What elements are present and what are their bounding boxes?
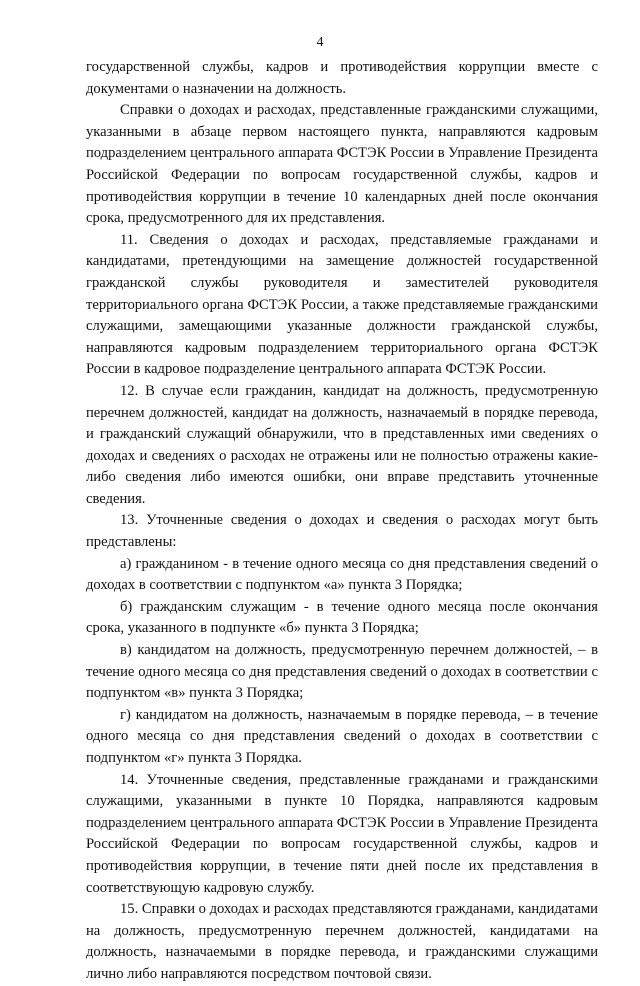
- paragraph-certificates-forwarding: Справки о доходах и расходах, представленные гражданскими служащими, указанными в абзаце первом настоящего пункта, направляются кадровым подразделением центрального аппарата ФСТЭК России в Управление Президента Российской Федерации по вопросам государственной службы, кадров и противодействия коррупции в течение 10 календарных дней после окончания срока, предусмотренного для их представления.: [86, 102, 598, 227]
- paragraph-item-13-b: б) гражданским служащим - в течение одного месяца после окончания срока, указанного в подпункте «б» пункта 3 Порядка;: [86, 598, 598, 637]
- paragraph-item-11: 11. Сведения о доходах и расходах, представляемые гражданами и кандидатами, претендующими на замещение должностей государственной гражданской службы руководителя и заместителей руководителя территориального органа ФСТЭК России, а также представляемые гражданскими служащими, замещающими указанные должности гражданской службы, направляются кадровым подразделением территориального органа ФСТЭК России в кадровое подразделение центрального аппарата ФСТЭК России.: [86, 231, 598, 378]
- paragraph-item-13-v: в) кандидатом на должность, предусмотренную перечнем должностей, – в течение одного месяца со дня представления сведений о доходах в соответствии с подпунктом «в» пункта 3 Порядка;: [86, 642, 598, 702]
- paragraph-item-15: 15. Справки о доходах и расходах представляются гражданами, кандидатами на должность, предусмотренную перечнем должностей, кандидатами на должность, назначаемыми в порядке перевода, и гражданскими служащими лично либо направляются посредством почтовой связи.: [86, 901, 598, 982]
- page-number: 4: [316, 35, 324, 50]
- document-body: [86, 57, 598, 986]
- paragraph-item-13: 13. Уточненные сведения о доходах и сведения о расходах могут быть представлены:: [86, 512, 598, 551]
- paragraph-item-12: 12. В случае если гражданин, кандидат на должность, предусмотренную перечнем должностей, кандидат на должность, назначаемый в порядке перевода, и гражданский служащий обнаружили, что в представленных ими сведениях о доходах и сведениях о расходах не отражены или не полностью отражены какие-либо сведения либо имеются ошибки, они вправе представить уточненные сведения.: [86, 382, 598, 507]
- paragraph-continuation: государственной службы, кадров и противодействия коррупции вместе с документами о назначении на должность.: [86, 59, 598, 97]
- paragraph-item-13-g: г) кандидатом на должность, назначаемым в порядке перевода, – в течение одного месяца со дня представления сведений о доходах в соответствии с подпунктом «г» пункта 3 Порядка.: [86, 706, 598, 766]
- paragraph-item-14: 14. Уточненные сведения, представленные гражданами и гражданскими служащими, указанными в пункте 10 Порядка, направляются кадровым подразделением центрального аппарата ФСТЭК России в Управление Президента Российской Федерации по вопросам государственной службы, кадров и противодействия коррупции, в течение пяти дней после их представления в соответствующую кадровую службу.: [86, 771, 598, 896]
- paragraph-item-13-a: а) гражданином - в течение одного месяца со дня представления сведений о доходах в соответствии с подпунктом «а» пункта 3 Порядка;: [86, 555, 598, 594]
